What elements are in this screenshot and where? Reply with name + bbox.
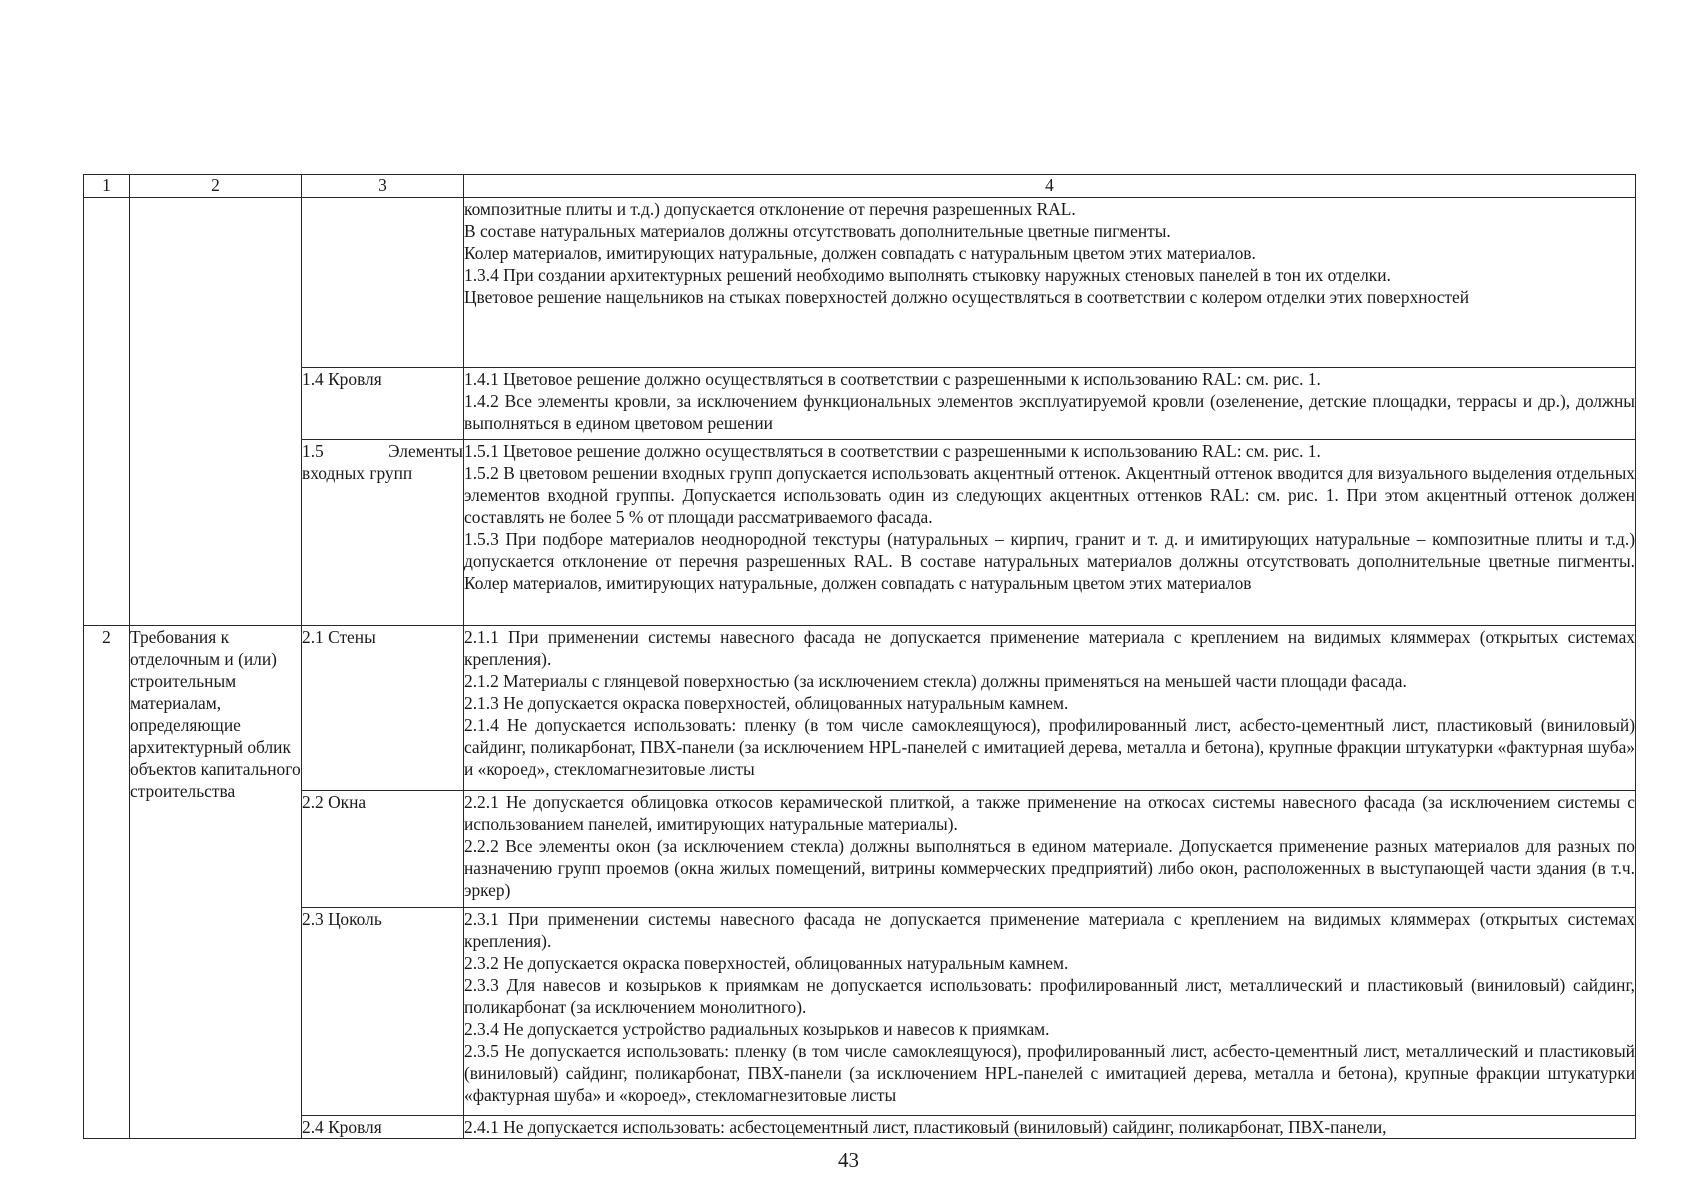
cell-element-plinth: 2.3 Цоколь	[302, 908, 464, 1116]
cell-description-entrance	[464, 440, 1636, 626]
paragraph: композитные плиты и т.д.) допускается отклонение от перечня разрешенных RAL.	[464, 199, 1076, 219]
header-col-3: 3	[302, 175, 464, 198]
paragraph: В составе натуральных материалов должны отсутствовать дополнительные цветные пигменты.	[464, 221, 1171, 241]
paragraph: 2.3.2 Не допускается окраска поверхностей, облицованных натуральным камнем.	[464, 953, 1069, 973]
paragraph: 2.3.3 Для навесов и козырьков к приямкам не допускается использовать: профилированный лист, металлический и пластиковый (виниловый) сайдинг, поликарбонат (за исключением монолитного).	[464, 975, 1635, 1017]
paragraph: 1.5.1 Цветовое решение должно осуществляться в соответствии с разрешенными к использованию RAL: см. рис. 1.	[464, 441, 1321, 461]
table-row-1-3-continued	[84, 198, 1636, 368]
paragraph: 2.1.2 Материалы с глянцевой поверхностью (за исключением стекла) должны применяться на меньшей части площади фасада.	[464, 671, 1407, 691]
table-row-2-4	[84, 1116, 1636, 1139]
requirements-table	[83, 174, 1636, 1139]
paragraph: 2.3.5 Не допускается использовать: пленку (в том числе самоклеящуюся), профилированный лист, асбесто-цементный лист, металлический и пластиковый (виниловый) сайдинг, поликарбонат, ПВХ-панели (за исключением HPL-панелей с имитацией дерева, металла и бетона), крупные фракции штукатурки «фактурная шуба» и «короед», стекломагнезитовые листы	[464, 1041, 1635, 1105]
cell-description-continued	[464, 198, 1636, 368]
table-row-2-1	[84, 626, 1636, 791]
cell-element-windows: 2.2 Окна	[302, 791, 464, 908]
cell-element-roof-2: 2.4 Кровля	[302, 1116, 464, 1139]
paragraph: 1.3.4 При создании архитектурных решений необходимо выполнять стыковку наружных стеновых панелей в тон их отделки.	[464, 265, 1391, 285]
paragraph: 2.4.1 Не допускается использовать: асбестоцементный лист, пластиковый (виниловый) сайдинг, поликарбонат, ПВХ-панели,	[464, 1117, 1387, 1137]
header-col-4: 4	[464, 175, 1636, 198]
table-row-2-3	[84, 908, 1636, 1116]
cell-description-walls	[464, 626, 1636, 791]
paragraph: 2.1.4 Не допускается использовать: пленку (в том числе самоклеящуюся), профилированный лист, асбесто-цементный лист, пластиковый (виниловый) сайдинг, поликарбонат, ПВХ-панели (за исключением HPL-панелей с имитацией дерева, металла и бетона), крупные фракции штукатурки «фактурная шуба» и «короед», стекломагнезитовые листы	[464, 715, 1635, 779]
cell-requirement-empty	[130, 198, 302, 626]
cell-element-roof: 1.4 Кровля	[302, 368, 464, 440]
paragraph: 1.5.3 При подборе материалов неоднородной текстуры (натуральных – кирпич, гранит и т. д. и имитирующих натуральные – композитные плиты и т.д.) допускается отклонение от перечня разрешенных RAL. В составе натуральных материалов должны отсутствовать дополнительные цветные пигменты. Колер материалов, имитирующих натуральные, должен совпадать с натуральным цветом этих материалов	[464, 529, 1635, 593]
page-number: 43	[838, 1148, 859, 1172]
cell-number-empty	[84, 198, 130, 626]
cell-description-roof-2	[464, 1116, 1636, 1139]
cell-description-plinth	[464, 908, 1636, 1116]
paragraph: 2.1.3 Не допускается окраска поверхностей, облицованных натуральным камнем.	[464, 693, 1069, 713]
paragraph: 2.3.1 При применении системы навесного фасада не допускается применение материала с креплением на видимых кляммерах (открытых системах крепления).	[464, 909, 1635, 951]
cell-description-windows	[464, 791, 1636, 908]
cell-section-number: 2	[84, 626, 130, 1139]
paragraph: 2.2.1 Не допускается облицовка откосов керамической плиткой, а также применение на откосах системы навесного фасада (за исключением системы с использованием панелей, имитирующих натуральные материалы).	[464, 792, 1635, 834]
cell-requirement-materials: Требования к отделочным и (или) строительным материалам, определяющие архитектурный облик объектов капитального строительства	[130, 626, 302, 1139]
paragraph: 2.3.4 Не допускается устройство радиальных козырьков и навесов к приямкам.	[464, 1019, 1050, 1039]
paragraph: 1.5.2 В цветовом решении входных групп допускается использовать акцентный оттенок. Акцентный оттенок вводится для визуального выделения отдельных элементов входной группы. Допускается использовать один из следующих акцентных оттенков RAL: см. рис. 1. При этом акцентный оттенок должен составлять не более 5 % от площади рассматриваемого фасада.	[464, 463, 1635, 527]
table-row-1-5	[84, 440, 1636, 626]
header-row	[84, 175, 1636, 198]
cell-element-entrance: 1.5 Элементы входных групп	[302, 440, 464, 626]
paragraph: Колер материалов, имитирующих натуральные, должен совпадать с натуральным цветом этих материалов.	[464, 243, 1256, 263]
paragraph: 1.4.1 Цветовое решение должно осуществляться в соответствии с разрешенными к использованию RAL: см. рис. 1.	[464, 369, 1321, 389]
header-col-1: 1	[84, 175, 130, 198]
header-col-2: 2	[130, 175, 302, 198]
paragraph: 1.4.2 Все элементы кровли, за исключением функциональных элементов эксплуатируемой кровли (озеленение, детские площадки, террасы и др.), должны выполняться в едином цветовом решении	[464, 391, 1635, 433]
table-row-1-4	[84, 368, 1636, 440]
cell-description-roof	[464, 368, 1636, 440]
cell-element-walls: 2.1 Стены	[302, 626, 464, 791]
table-row-2-2	[84, 791, 1636, 908]
paragraph: 2.1.1 При применении системы навесного фасада не допускается применение материала с креплением на видимых кляммерах (открытых системах крепления).	[464, 627, 1635, 669]
paragraph: Цветовое решение нащельников на стыках поверхностей должно осуществляться в соответствии с колером отделки этих поверхностей	[464, 287, 1470, 307]
paragraph: 2.2.2 Все элементы окон (за исключением стекла) должны выполняться в едином материале. Допускается применение разных материалов для разных по назначению групп проемов (окна жилых помещений, витрины коммерческих предприятий) либо окон, расположенных в выступающей части здания (в т.ч. эркер)	[464, 836, 1635, 900]
cell-element-empty	[302, 198, 464, 368]
